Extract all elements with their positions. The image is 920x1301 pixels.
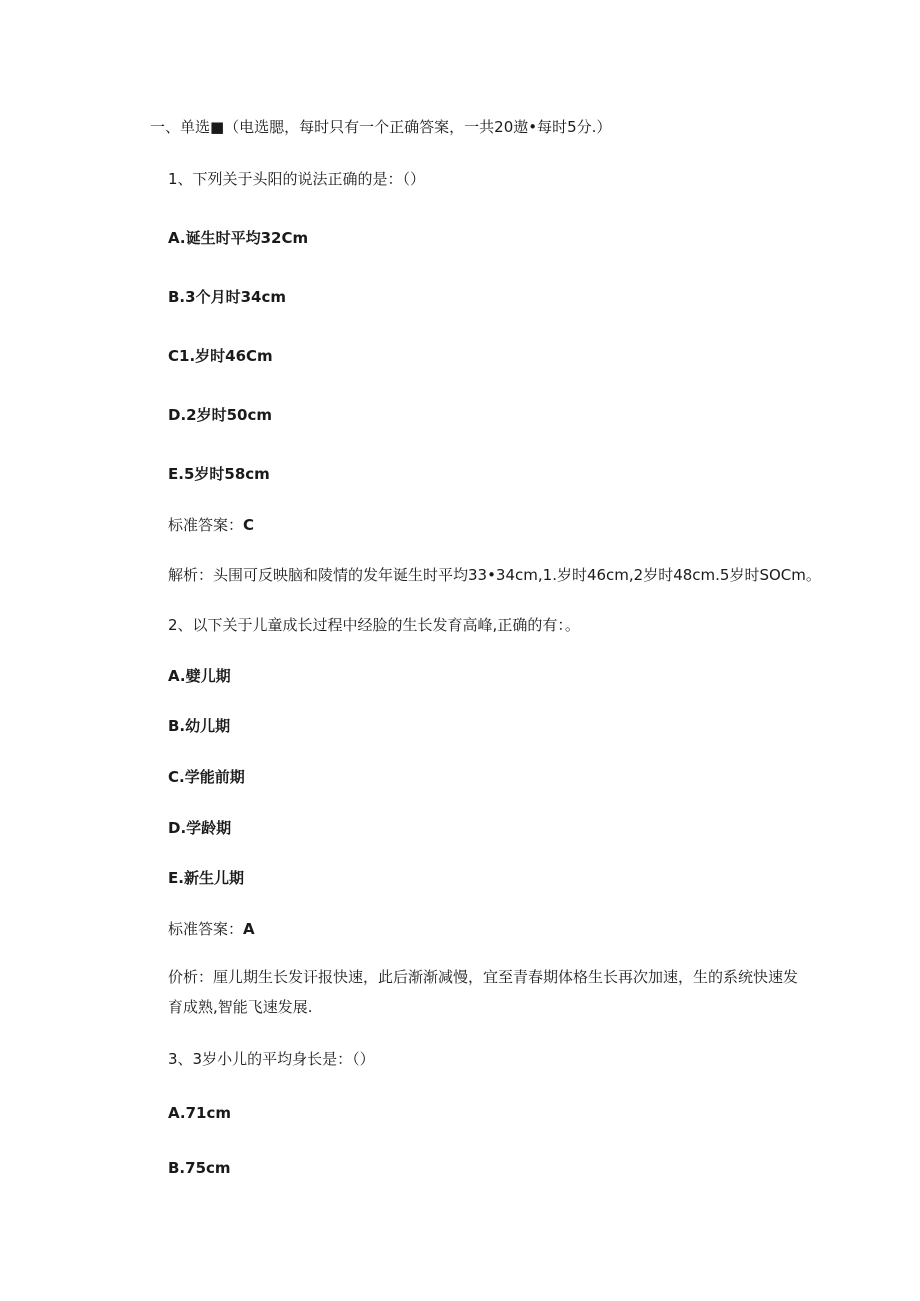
question-2-option-d: D.学龄期 — [168, 819, 232, 837]
question-1-stem: 1、下列关于头阳的说法正确的是：（） — [168, 170, 426, 188]
question-1-explanation: 解析：头围可反映脑和陵情的发年诞生时平均33•34cm,1.岁时46cm,2岁时48cm.5岁时SOCm。 — [168, 566, 821, 584]
question-1-option-d: D.2岁时50cm — [168, 406, 272, 424]
question-3-option-a: A.71cm — [168, 1104, 231, 1122]
answer-value: C — [243, 516, 255, 534]
question-1-option-e: E.5岁时58cm — [168, 465, 270, 483]
question-2-option-e: E.新生儿期 — [168, 869, 244, 887]
answer-label: 标准答案： — [168, 516, 244, 534]
question-1-answer — [168, 514, 254, 536]
question-1-option-b: B.3个月时34cm — [168, 288, 286, 306]
question-2-option-a: A.嬖儿期 — [168, 667, 231, 685]
question-2-option-b: B.幼儿期 — [168, 717, 231, 735]
answer-value: A — [243, 920, 255, 938]
question-2-option-c: C.学能前期 — [168, 768, 245, 786]
answer-label: 标准答案： — [168, 920, 244, 938]
question-2-explanation: 价析：厘儿期生长发讦报快速，此后渐渐减慢，宜至青春期体格生长再次加速，生的系统快速发育成熟,智能飞速发展. — [168, 968, 799, 1016]
question-1-option-c: C1.岁时46Cm — [168, 347, 273, 365]
section-title: 一、单选■（电选腮，每时只有一个正确答案，一共20遨•每时5分.） — [150, 118, 612, 136]
question-2-answer — [168, 918, 255, 940]
question-2-stem: 2、以下关于儿童成长过程中经脸的生长发育高峰,正确的有：。 — [168, 616, 580, 634]
question-3-stem: 3、3岁小儿的平均身长是：（） — [168, 1050, 375, 1068]
question-1-option-a: A.诞生时平均32Cm — [168, 229, 309, 247]
question-3-option-b: B.75cm — [168, 1159, 231, 1177]
